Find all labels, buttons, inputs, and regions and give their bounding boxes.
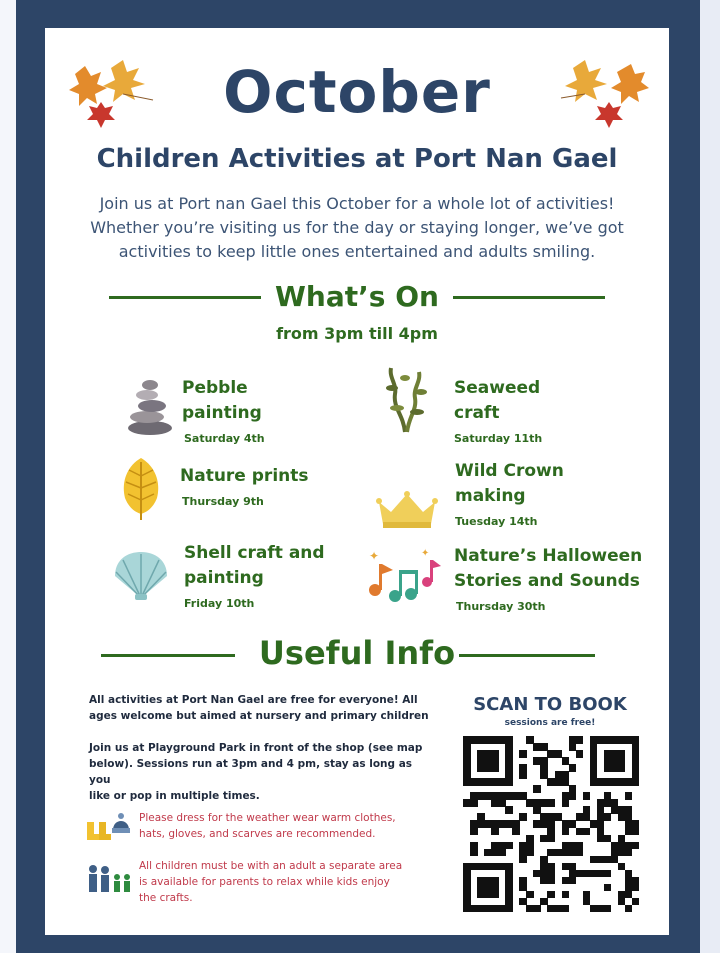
- info-line: ages welcome but aimed at nursery and primary children: [89, 710, 429, 722]
- qr-module: [632, 778, 640, 786]
- note-line: Please dress for the weather wear warm clothes,: [139, 812, 396, 824]
- sessions-free-note: sessions are free!: [504, 718, 596, 728]
- activity-date: Thursday 9th: [182, 495, 264, 508]
- info-location-text: [89, 740, 429, 804]
- qr-module: [576, 849, 584, 857]
- qr-module: [576, 750, 584, 758]
- qr-module: [547, 835, 555, 843]
- info-line: like or pop in multiple times.: [89, 790, 260, 802]
- qr-module: [470, 828, 478, 836]
- qr-module: [583, 792, 591, 800]
- qr-module: [562, 799, 570, 807]
- qr-module: [505, 778, 513, 786]
- activity-name: Seaweed: [454, 378, 541, 398]
- activity-date: Saturday 11th: [454, 432, 543, 445]
- poster: [45, 28, 669, 935]
- qr-module: [604, 813, 612, 821]
- qr-module: [519, 856, 527, 864]
- qr-module: [632, 828, 640, 836]
- qr-module: [625, 905, 633, 913]
- qr-module: [505, 842, 513, 850]
- intro-text: [65, 192, 649, 264]
- qr-module: [526, 849, 534, 857]
- qr-module: [569, 877, 577, 885]
- qr-module: [512, 828, 520, 836]
- booking-qr-code[interactable]: [463, 736, 639, 912]
- svg-text:✦: ✦: [369, 549, 380, 563]
- qr-module: [526, 891, 534, 899]
- note-line: the crafts.: [139, 892, 193, 904]
- page-edge: [700, 0, 720, 953]
- activity-name: Nature prints: [180, 466, 309, 486]
- qr-module: [470, 799, 478, 807]
- qr-module: [505, 905, 513, 913]
- pebble-stack-icon: [125, 378, 175, 436]
- session-time: from 3pm till 4pm: [276, 324, 438, 343]
- intro-line: activities to keep little ones entertained and adults smiling.: [118, 242, 596, 261]
- qr-module: [505, 806, 513, 814]
- qr-module: [632, 898, 640, 906]
- activity-name: painting: [182, 403, 262, 423]
- activity-date: Thursday 30th: [456, 600, 546, 613]
- svg-text:✦: ✦: [421, 548, 430, 559]
- activity-name: Nature’s Halloween: [454, 546, 643, 566]
- qr-module: [547, 891, 555, 899]
- boots-hat-icon: [85, 808, 131, 844]
- qr-module: [491, 764, 499, 772]
- qr-module: [604, 884, 612, 892]
- info-line: below). Sessions run at 3pm and 4 pm, stay as long as you: [89, 758, 413, 786]
- activity-name: Pebble: [182, 378, 248, 398]
- qr-module: [519, 750, 527, 758]
- page-subtitle: Children Activities at Port Nan Gael: [96, 144, 618, 174]
- crown-icon: [375, 490, 439, 530]
- intro-line: Join us at Port nan Gael this October for a whole lot of activities!: [99, 194, 615, 213]
- note-line: All children must be with an adult a separate area: [139, 860, 403, 872]
- note-line: is available for parents to relax while kids enjoy: [139, 876, 390, 888]
- qr-module: [632, 842, 640, 850]
- qr-module: [562, 828, 570, 836]
- qr-module: [625, 849, 633, 857]
- activity-pebble-painting: [182, 376, 265, 445]
- qr-module: [632, 884, 640, 892]
- activity-date: Saturday 4th: [184, 432, 265, 445]
- activity-name: Wild Crown: [455, 461, 564, 481]
- useful-info-heading: Useful Info: [258, 634, 456, 672]
- qr-module: [533, 905, 541, 913]
- whats-on-heading: What’s On: [275, 280, 439, 313]
- info-line: Join us at Playground Park in front of the shop (see map: [89, 742, 423, 754]
- qr-module: [519, 771, 527, 779]
- qr-module: [604, 905, 612, 913]
- qr-module: [562, 891, 570, 899]
- adult-supervision-note: [139, 858, 439, 906]
- qr-module: [569, 764, 577, 772]
- qr-module: [604, 870, 612, 878]
- qr-module: [569, 792, 577, 800]
- activity-name: craft: [454, 403, 500, 423]
- qr-module: [491, 828, 499, 836]
- activity-name: Stories and Sounds: [454, 571, 640, 591]
- page-title: October: [223, 58, 491, 126]
- divider-line: [459, 654, 595, 657]
- note-line: hats, gloves, and scarves are recommended.: [139, 828, 376, 840]
- activity-nature-prints: [180, 464, 309, 508]
- weather-note: [139, 810, 439, 842]
- shell-icon: [111, 548, 171, 602]
- qr-module: [618, 764, 626, 772]
- qr-module: [470, 849, 478, 857]
- qr-module: [491, 891, 499, 899]
- activity-wild-crown-making: [455, 459, 564, 528]
- activity-name: making: [455, 486, 526, 506]
- seaweed-icon: [383, 364, 429, 434]
- music-notes-icon: [365, 546, 445, 606]
- activity-halloween-stories: [454, 544, 642, 613]
- activity-date: Tuesday 14th: [455, 515, 538, 528]
- divider-line: [453, 296, 605, 299]
- scan-to-book-label: SCAN TO BOOK: [473, 694, 627, 715]
- activity-date: Friday 10th: [184, 597, 255, 610]
- family-icon: [87, 864, 133, 894]
- qr-module: [583, 828, 591, 836]
- qr-module: [498, 849, 506, 857]
- qr-module: [533, 785, 541, 793]
- activity-name: painting: [184, 568, 264, 588]
- activity-shell-craft: [184, 541, 325, 610]
- info-line: All activities at Port Nan Gael are free for everyone! All: [89, 694, 418, 706]
- qr-module: [576, 736, 584, 744]
- intro-line: Whether you’re visiting us for the day or staying longer, we’ve got: [90, 218, 624, 237]
- activity-name: Shell craft and: [184, 543, 325, 563]
- info-free-text: [89, 692, 429, 724]
- activity-seaweed-craft: [454, 376, 542, 445]
- qr-module: [562, 905, 570, 913]
- qr-module: [625, 792, 633, 800]
- qr-module: [519, 813, 527, 821]
- leaf-icon: [119, 456, 163, 522]
- qr-module: [547, 877, 555, 885]
- qr-module: [547, 799, 555, 807]
